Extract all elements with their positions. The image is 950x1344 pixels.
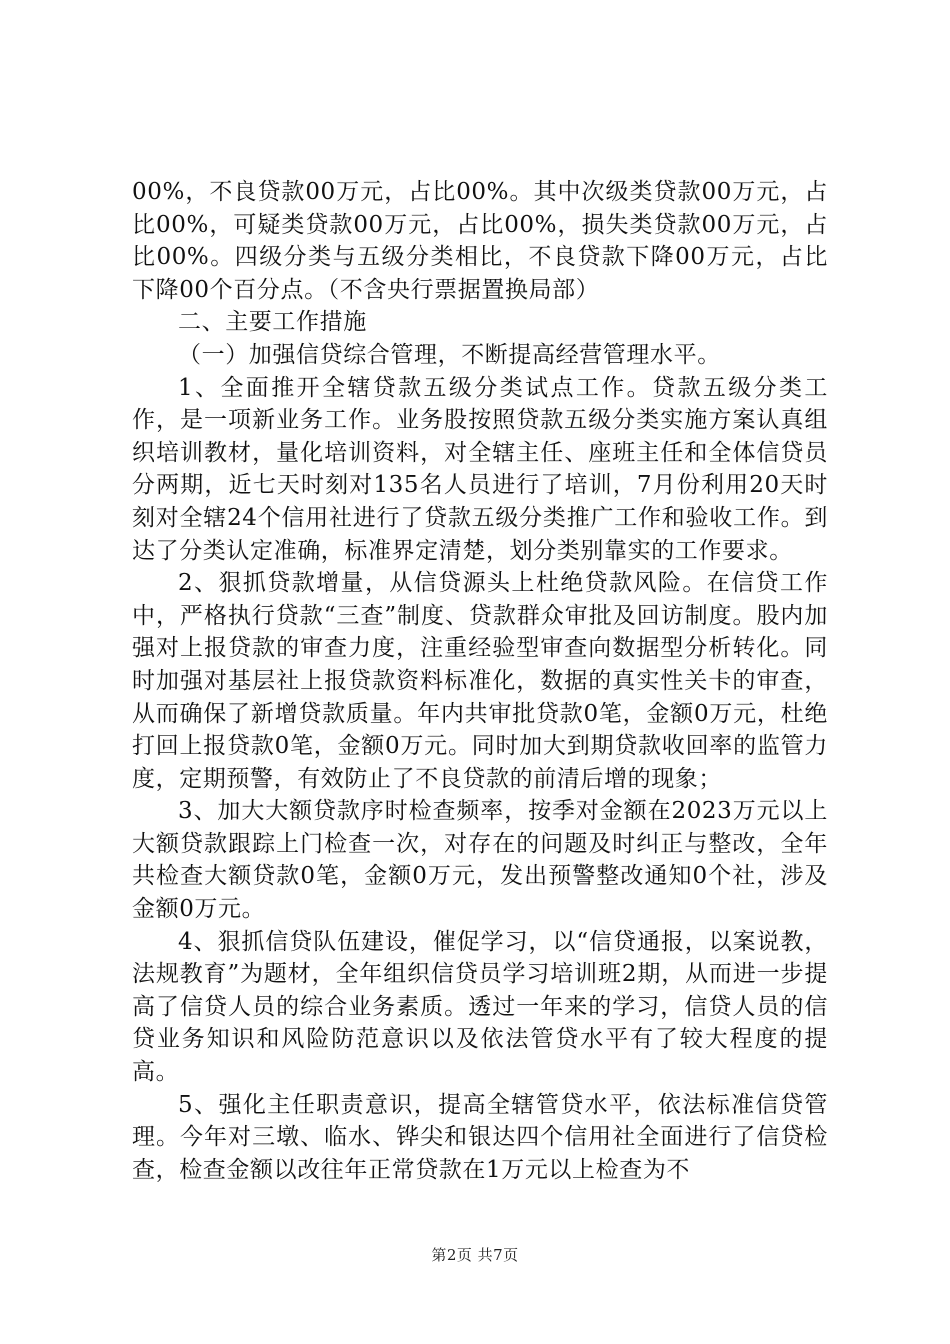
subsection-heading: （一）加强信贷综合管理，不断提高经营管理水平。 [178,341,721,368]
paragraph-item-3: 3、加大大额贷款序时检查频率，按季对金额在2023万元以上大额贷款跟踪上门检查一次，对存在的问题及时纠正与整改，全年共检查大额贷款0笔，金额0万元，发出预警整改通知0个社，涉及金额0万元。 [132,798,828,923]
section-heading: 二、主要工作措施 [178,309,367,336]
paragraph-item-5: 5、强化主任职责意识，提高全辖管贷水平，依法标准信贷管理。今年对三墩、临水、铧尖和银达四个信用社全面进行了信贷检查，检查金额以改往年正常贷款在1万元以上检查为不 [132,1091,828,1183]
document-body [132,176,828,1186]
paragraph-item-4: 4、狠抓信贷队伍建设，催促学习，以“信贷通报，以案说教，法规教育”为题材，全年组织信贷员学习培训班2期，从而进一步提高了信贷人员的综合业务素质。透过一年来的学习，信贷人员的信贷业务知识和风险防范意识以及依法管贷水平有了较大程度的提高。 [132,928,828,1086]
paragraph-item-1: 1、全面推开全辖贷款五级分类试点工作。贷款五级分类工作，是一项新业务工作。业务股按照贷款五级分类实施方案认真组织培训教材，量化培训资料，对全辖主任、座班主任和全体信贷员分两期，近七天时刻对135名人员进行了培训，7月份利用20天时刻对全辖24个信用社进行了贷款五级分类推广工作和验收工作。到达了分类认定准确，标准界定清楚，划分类别靠实的工作要求。 [132,374,828,564]
page-number-footer: 第2页 共7页 [431,1246,519,1264]
paragraph-continuation: 00%，不良贷款00万元，占比00%。其中次级类贷款00万元，占比00%，可疑类贷款00万元，占比00%，损失类贷款00万元，占比00%。四级分类与五级分类相比，不良贷款下降00万元，占比下降00个百分点。（不含央行票据置换局部） [132,179,828,303]
paragraph-item-2: 2、狠抓贷款增量，从信贷源头上杜绝贷款风险。在信贷工作中，严格执行贷款“三查”制度、贷款群众审批及回访制度。股内加强对上报贷款的审查力度，注重经验型审查向数据型分析转化。同时加强对基层社上报贷款资料标准化，数据的真实性关卡的审查，从而确保了新增贷款质量。年内共审批贷款0笔，金额0万元，杜绝打回上报贷款0笔，金额0万元。同时加大到期贷款收回率的监管力度，定期预警，有效防止了不良贷款的前清后增的现象； [132,570,828,792]
